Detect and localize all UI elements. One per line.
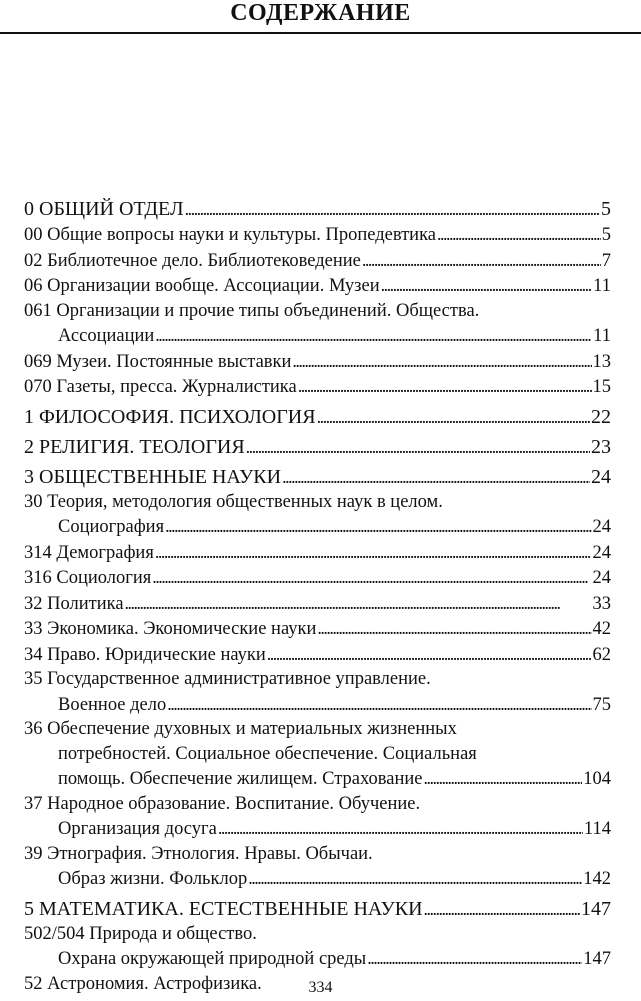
toc-line [24,248,611,274]
toc-line [24,642,611,668]
toc-page-number: 62 [592,644,611,665]
toc-entry-title: 5 МАТЕМАТИКА. ЕСТЕСТВЕННЫЕ НАУКИ [24,897,423,920]
toc-line [24,717,611,742]
toc-line [24,591,611,617]
dot-leader [367,946,582,972]
toc-page-number: 33 [592,593,611,614]
toc-entry [24,717,611,792]
toc-entry-title: Военное дело [58,694,167,715]
toc-section-entry [24,896,611,922]
toc-line [24,742,611,767]
toc-entry [24,222,611,248]
toc-section-entry [24,196,611,222]
toc-entry-title: 06 Организации вообще. Ассоциации. Музеи [24,276,380,296]
toc-entry [24,642,611,668]
toc-page-number: 15 [592,377,611,397]
toc-entry-title: Образ жизни. Фольклор [58,869,248,889]
toc-line [24,434,611,460]
toc-line [24,565,611,591]
toc-entry-title: 314 Демография [24,542,154,563]
toc-entry-title: Охрана окружающей природной среды [58,949,367,969]
toc-line [24,540,611,566]
dot-leader [381,273,593,299]
toc-line [24,692,611,718]
dot-leader [298,374,592,400]
toc-line [24,616,611,642]
toc-entry-title: 36 Обеспечение духовных и материальных жизненных [24,719,457,739]
toc-section-entry [24,464,611,490]
toc-entry [24,273,611,299]
toc-entry-title: Социография [58,517,165,537]
toc-page-number: 5 [601,198,611,220]
toc-page-number: 24 [592,568,611,588]
toc-page-number: 75 [592,694,611,715]
toc-entry [24,565,611,591]
dot-leader [185,196,600,222]
toc-entry-title: 30 Теория, методология общественных наук в целом. [24,491,443,512]
toc-section-entry [24,404,611,430]
toc-page-number: 104 [583,769,611,789]
dot-leader [317,616,591,642]
toc-line [24,323,611,349]
toc-entry-title: 069 Музеи. Постоянные выставки [24,351,292,372]
toc-entry-title: 35 Государственное административное управление. [24,669,431,689]
toc-entry-title: помощь. Обеспечение жилищем. Страхование [58,769,423,789]
toc-entry [24,248,611,274]
page-header [0,0,641,34]
toc-entry-title: 061 Организации и прочие типы объединений. Общества. [24,300,480,321]
toc-line [24,196,611,222]
toc-entry-title: 070 Газеты, пресса. Журналистика [24,377,297,397]
toc-entry-title: потребностей. Социальное обеспечение. Социальная [58,743,477,764]
toc-entry [24,540,611,566]
toc-entry-title: 3 ОБЩЕСТВЕННЫЕ НАУКИ [24,465,282,488]
toc-entry-title: Ассоциации [58,326,155,346]
toc-page-number: 147 [581,897,611,920]
toc-entry-title: 316 Социология [24,568,152,588]
toc-line [24,222,611,248]
toc-page-number: 7 [601,250,611,271]
toc-entry-title: Организация досуга [58,819,217,839]
toc-entry-title: 00 Общие вопросы науки и культуры. Пропедевтика [24,225,437,245]
toc-line [24,404,611,430]
dot-leader [267,642,592,668]
toc-line [24,667,611,692]
toc-entry-title: 502/504 Природа и общество. [24,923,257,944]
page-number: 334 [308,979,333,996]
dot-leader [362,248,601,274]
dot-leader [218,816,583,842]
toc-entry-title: 32 Политика [24,593,124,614]
toc-page-number: 24 [592,517,611,537]
toc-entry [24,591,611,617]
dot-leader [317,404,590,430]
toc-entry-title: 33 Экономика. Экономические науки [24,619,317,639]
toc-page-number: 22 [591,405,611,428]
toc-page-number: 23 [591,435,611,458]
toc-line [24,842,611,867]
toc-entry [24,349,611,375]
dot-leader [125,591,592,617]
toc-line [24,922,611,947]
toc-page-number: 147 [583,949,611,969]
toc-entry [24,922,611,972]
toc-entry [24,374,611,400]
table-of-contents [24,196,611,996]
toc-line [24,792,611,817]
toc-line [24,766,611,792]
dot-leader [437,222,601,248]
toc-page-number: 11 [593,276,611,296]
toc-line [24,896,611,922]
dot-leader [424,766,583,792]
dot-leader [167,692,591,718]
toc-entry [24,299,611,349]
toc-entry [24,792,611,842]
toc-line [24,816,611,842]
toc-entry [24,667,611,717]
toc-section-entry [24,434,611,460]
toc-page-number: 142 [583,869,611,889]
toc-line [24,946,611,972]
toc-page-number: 24 [591,465,611,488]
toc-line [24,299,611,324]
toc-page-number: 42 [592,619,611,639]
toc-line [24,349,611,375]
toc-line [24,490,611,515]
dot-leader [246,434,590,460]
dot-leader [165,514,591,540]
dot-leader [155,540,592,566]
toc-entry [24,842,611,892]
toc-page-number: 13 [592,351,611,372]
toc-entry-title: 52 Астрономия. Астрофизика. [24,973,262,994]
toc-entry-title: 2 РЕЛИГИЯ. ТЕОЛОГИЯ [24,435,245,458]
toc-page-number: 5 [601,225,611,245]
dot-leader [152,565,591,591]
toc-entry-title: 39 Этнография. Этнология. Нравы. Обычаи. [24,843,373,864]
toc-line [24,374,611,400]
toc-entry [24,490,611,540]
dot-leader [292,349,591,375]
page-title: СОДЕРЖАНИЕ [230,0,411,26]
toc-entry-title: 02 Библиотечное дело. Библиотековедение [24,250,361,271]
toc-entry-title: 0 ОБЩИЙ ОТДЕЛ [24,198,184,220]
dot-leader [282,464,590,490]
dot-leader [424,896,580,922]
toc-line [24,464,611,490]
toc-line [24,273,611,299]
toc-entry-title: 1 ФИЛОСОФИЯ. ПСИХОЛОГИЯ [24,405,316,428]
dot-leader [155,323,592,349]
toc-line [24,514,611,540]
toc-entry-title: 37 Народное образование. Воспитание. Обучение. [24,793,421,814]
toc-page-number: 11 [593,326,611,346]
toc-entry-title: 34 Право. Юридические науки [24,644,266,665]
toc-page-number: 24 [592,542,611,563]
dot-leader [248,866,582,892]
toc-entry [24,616,611,642]
toc-line [24,866,611,892]
toc-page-number: 114 [583,819,611,839]
